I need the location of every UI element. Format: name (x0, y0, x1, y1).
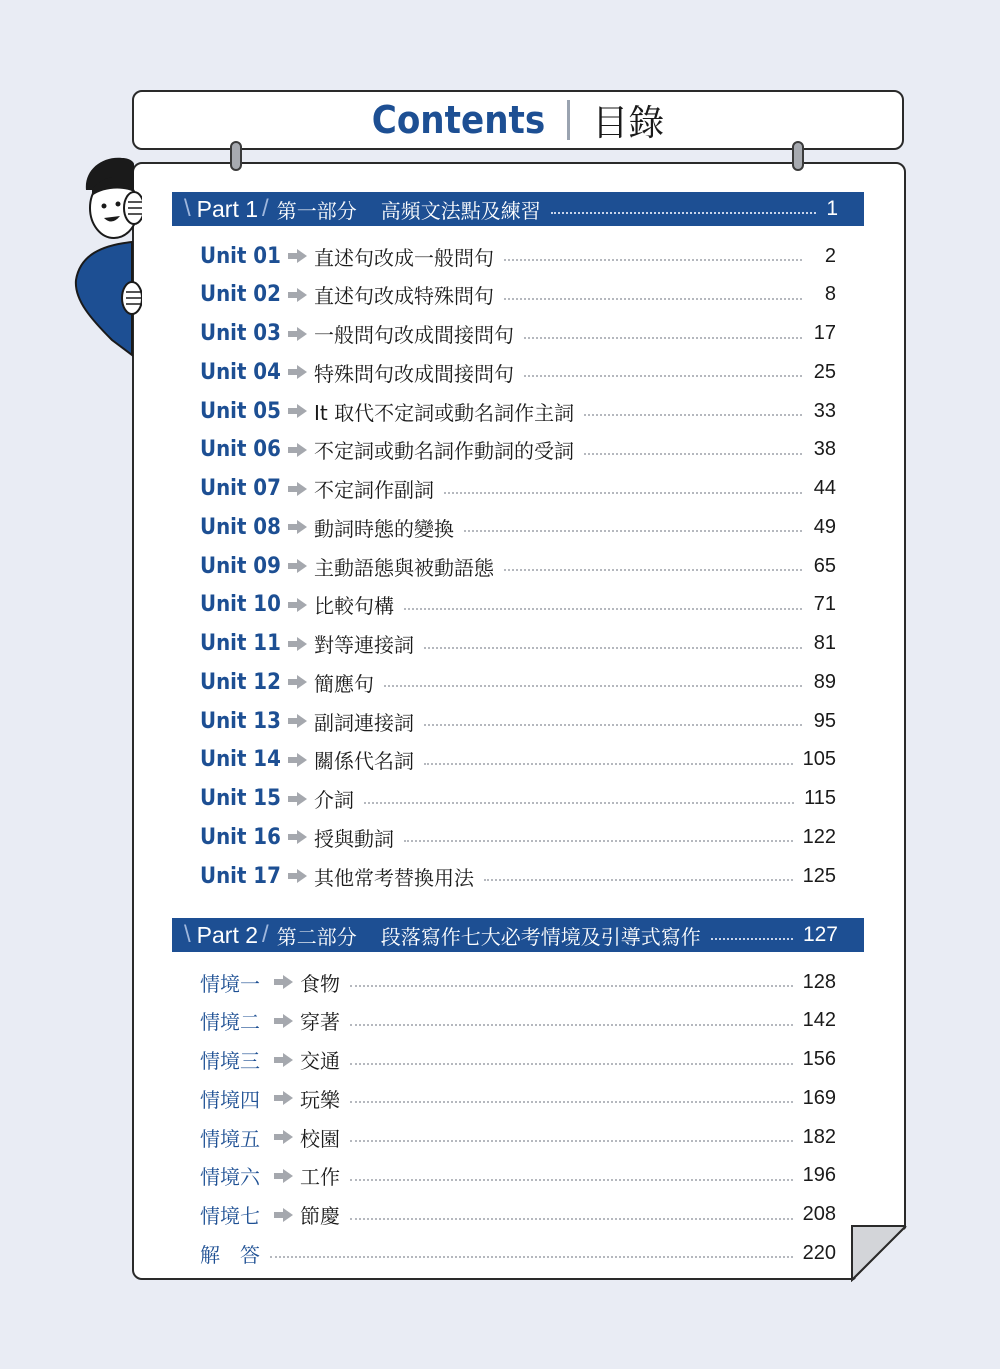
part-slash-left: \ (184, 921, 191, 948)
situation-label: 情境二 (200, 1010, 260, 1035)
dot-leader (350, 1179, 793, 1181)
situation-entry[interactable] (200, 1083, 836, 1113)
dot-leader (404, 608, 802, 610)
entry-title: 簡應句 (314, 671, 374, 696)
entry-title: 直述句改成一般問句 (314, 245, 494, 270)
mascot-illustration (72, 150, 142, 360)
part-title: 段落寫作七大必考情境及引導式寫作 (380, 926, 701, 949)
right-arrow-icon (284, 362, 312, 382)
right-arrow-icon (284, 440, 312, 460)
part-slash-right: / (262, 921, 269, 948)
right-arrow-icon (284, 517, 312, 537)
right-arrow-icon (284, 556, 312, 576)
situation-entry[interactable] (200, 1006, 836, 1036)
dot-leader (584, 453, 802, 455)
binder-ring-left-icon (230, 141, 242, 171)
entry-page: 25 (813, 360, 836, 383)
unit-entry[interactable] (200, 241, 836, 271)
entry-title: 食物 (300, 971, 340, 996)
right-arrow-icon (270, 1166, 298, 1186)
right-arrow-icon (270, 972, 298, 992)
entry-title: 一般問句改成間接問句 (314, 323, 514, 347)
unit-label: Unit 10 (200, 592, 281, 618)
right-arrow-icon (284, 711, 312, 731)
entry-title: 節慶 (300, 1204, 340, 1228)
entry-title: 交通 (300, 1049, 340, 1073)
entry-title: It 取代不定詞或動名詞作主詞 (314, 400, 575, 425)
situation-entry[interactable] (200, 967, 836, 997)
dot-leader (504, 298, 802, 300)
dot-leader (424, 724, 802, 726)
unit-entry[interactable] (200, 319, 836, 349)
entry-title: 玩樂 (300, 1087, 340, 1112)
right-arrow-icon (284, 827, 312, 847)
entry-page: 81 (813, 632, 836, 654)
part-section: 第二部分 (276, 926, 357, 949)
right-arrow-icon (270, 1205, 298, 1225)
right-arrow-icon (284, 595, 312, 615)
entry-title: 動詞時態的變換 (314, 516, 454, 541)
unit-label: Unit 01 (200, 243, 281, 269)
unit-label: Unit 04 (200, 359, 281, 385)
situation-entry[interactable] (200, 1122, 836, 1152)
entry-title: 直述句改成特殊問句 (314, 284, 494, 309)
entry-page: 156 (802, 1048, 836, 1070)
entry-page: 115 (804, 787, 836, 809)
entry-page: 95 (813, 709, 836, 732)
right-arrow-icon (284, 672, 312, 692)
situation-entry[interactable] (200, 1045, 836, 1075)
dot-leader (350, 1063, 793, 1065)
entry-page: 2 (824, 244, 836, 267)
entry-title: 副詞連接詞 (314, 710, 414, 735)
right-arrow-icon (284, 246, 312, 266)
unit-entry[interactable] (200, 822, 836, 852)
unit-entry[interactable] (200, 474, 836, 504)
entry-title: 不定詞作副詞 (314, 478, 434, 502)
dot-leader (464, 530, 802, 532)
unit-label: Unit 14 (200, 747, 281, 773)
answers-entry[interactable] (200, 1238, 836, 1268)
contents-title-zh: 目錄 (592, 102, 665, 144)
unit-entry[interactable] (200, 745, 836, 775)
page-curl-icon (850, 1224, 908, 1282)
right-arrow-icon (284, 401, 312, 421)
unit-label: Unit 16 (200, 824, 281, 850)
unit-entry[interactable] (200, 784, 836, 814)
part-label: Part 1 (196, 195, 259, 222)
entry-title: 主動語態與被動語態 (314, 555, 494, 580)
title-divider (567, 100, 570, 140)
dot-leader (504, 569, 802, 571)
answers-page: 220 (802, 1241, 836, 1264)
unit-label: Unit 15 (200, 786, 281, 811)
unit-entry[interactable] (200, 551, 836, 581)
situation-label: 情境一 (200, 971, 260, 996)
binder-ring-right-icon (792, 141, 804, 171)
part-slash-right: / (262, 195, 269, 222)
entry-page: 33 (813, 399, 836, 422)
situation-entry[interactable] (200, 1200, 836, 1230)
entry-title: 工作 (300, 1165, 340, 1190)
dot-leader (404, 840, 793, 842)
dot-leader (350, 1140, 793, 1142)
right-arrow-icon (284, 634, 312, 654)
unit-entry[interactable] (200, 435, 836, 465)
unit-entry[interactable] (200, 357, 836, 387)
entry-title: 穿著 (300, 1010, 340, 1035)
dot-leader (504, 259, 802, 261)
unit-entry[interactable] (200, 512, 836, 542)
dot-leader (350, 1218, 793, 1220)
entry-page: 169 (802, 1086, 836, 1109)
unit-label: Unit 12 (200, 669, 281, 695)
unit-entry[interactable] (200, 280, 836, 310)
unit-label: Unit 13 (200, 708, 281, 734)
entry-page: 105 (802, 748, 836, 771)
entry-title: 特殊問句改成間接問句 (314, 361, 514, 386)
dot-leader (524, 375, 802, 377)
right-arrow-icon (284, 866, 312, 886)
unit-label: Unit 02 (200, 282, 281, 308)
unit-entry[interactable] (200, 590, 836, 620)
right-arrow-icon (284, 324, 312, 344)
entry-page: 122 (802, 825, 836, 848)
dot-leader (424, 763, 793, 765)
situation-label: 情境四 (200, 1087, 260, 1112)
situation-label: 情境六 (200, 1165, 260, 1190)
entry-title: 對等連接詞 (314, 633, 414, 657)
dot-leader (350, 1024, 793, 1026)
unit-entry[interactable] (200, 861, 836, 891)
unit-entry[interactable] (200, 396, 836, 426)
entry-page: 8 (824, 283, 836, 306)
part-1-header[interactable] (172, 192, 864, 226)
part-section: 第一部分 (276, 200, 357, 223)
dot-leader (551, 212, 817, 214)
right-arrow-icon (270, 1011, 298, 1031)
dot-leader (524, 337, 802, 339)
dot-leader (424, 647, 802, 649)
part-label: Part 2 (196, 921, 259, 948)
entry-page: 89 (813, 670, 836, 693)
situation-entry[interactable] (200, 1161, 836, 1191)
unit-label: Unit 06 (200, 437, 281, 463)
unit-entry[interactable] (200, 706, 836, 736)
unit-label: Unit 09 (200, 553, 281, 579)
situation-label: 情境五 (200, 1126, 260, 1151)
part-slash-left: \ (184, 195, 191, 222)
entry-title: 比較句構 (314, 594, 394, 619)
entry-title: 不定詞或動名詞作動詞的受詞 (314, 439, 574, 464)
entry-page: 44 (813, 477, 836, 499)
right-arrow-icon (284, 285, 312, 305)
entry-page: 125 (802, 864, 836, 887)
answers-label: 解 答 (200, 1242, 260, 1267)
unit-entry[interactable] (200, 667, 836, 697)
dot-leader (364, 802, 794, 804)
entry-title: 校園 (300, 1126, 340, 1151)
entry-page: 208 (802, 1203, 836, 1225)
dot-leader (484, 879, 793, 881)
dot-leader (444, 492, 802, 494)
entry-page: 142 (802, 1009, 836, 1032)
situation-label: 情境三 (200, 1049, 260, 1073)
unit-label: Unit 08 (200, 514, 281, 540)
dot-leader (270, 1256, 793, 1258)
entry-page: 65 (813, 554, 836, 577)
unit-label: Unit 17 (200, 863, 281, 889)
entry-page: 17 (813, 322, 836, 344)
unit-label: Unit 07 (200, 476, 281, 501)
unit-label: Unit 11 (200, 631, 281, 656)
unit-label: Unit 03 (200, 321, 281, 346)
entry-title: 介詞 (314, 788, 354, 812)
dot-leader (584, 414, 802, 416)
dot-leader (350, 1101, 793, 1103)
part-2-header[interactable] (172, 918, 864, 952)
contents-title-en: Contents (371, 98, 546, 142)
entry-title: 其他常考替換用法 (314, 865, 474, 890)
entry-title: 關係代名詞 (314, 749, 414, 774)
entry-title: 授與動詞 (314, 826, 394, 851)
right-arrow-icon (284, 479, 312, 499)
situation-label: 情境七 (200, 1204, 260, 1228)
contents-header (132, 90, 904, 150)
entry-page: 38 (813, 438, 836, 461)
unit-label: Unit 05 (200, 398, 281, 424)
part-title: 高頻文法點及練習 (380, 200, 541, 223)
entry-page: 182 (802, 1125, 836, 1148)
right-arrow-icon (284, 789, 312, 809)
right-arrow-icon (270, 1050, 298, 1070)
entry-page: 71 (813, 593, 836, 616)
dot-leader (711, 938, 793, 940)
part-page: 127 (802, 923, 838, 946)
unit-entry[interactable] (200, 629, 836, 659)
right-arrow-icon (270, 1088, 298, 1108)
right-arrow-icon (270, 1127, 298, 1147)
entry-page: 128 (802, 970, 836, 993)
right-arrow-icon (284, 750, 312, 770)
dot-leader (350, 985, 793, 987)
dot-leader (384, 685, 802, 687)
entry-page: 196 (802, 1164, 836, 1187)
part-page: 1 (826, 197, 838, 220)
entry-page: 49 (813, 515, 836, 538)
